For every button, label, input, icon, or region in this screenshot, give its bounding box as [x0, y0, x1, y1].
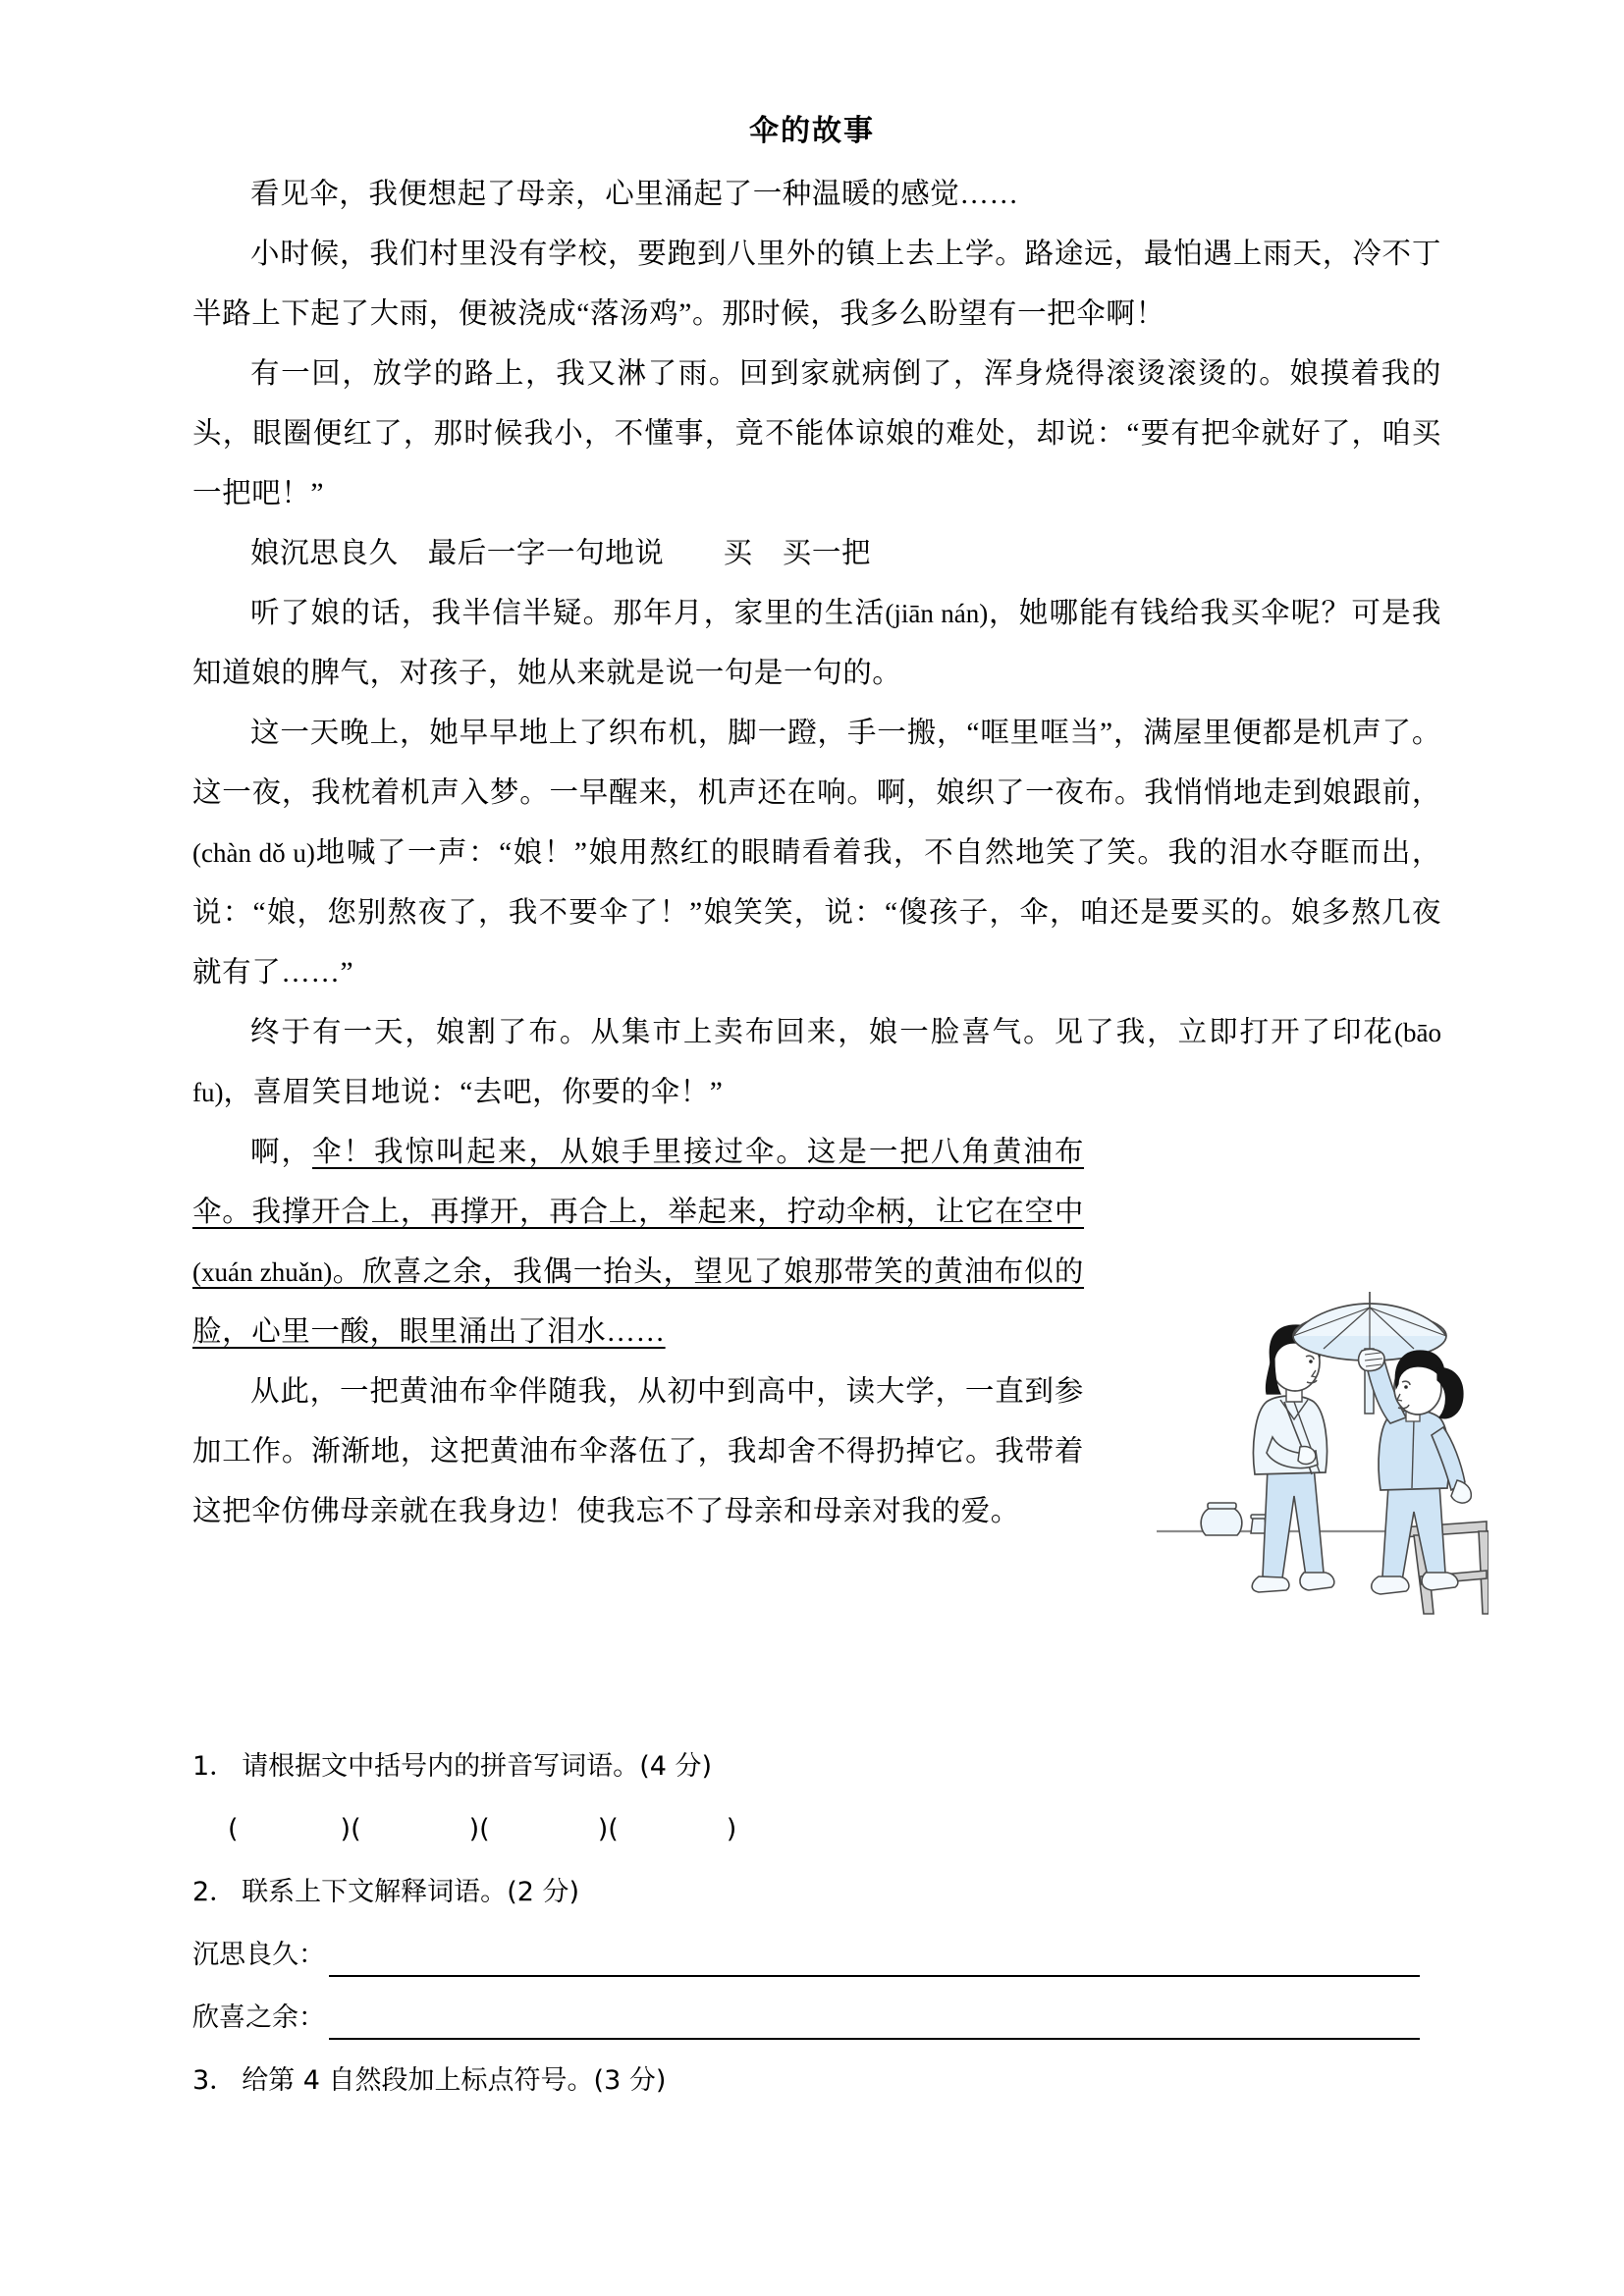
page-title: 伞的故事: [749, 114, 875, 148]
paragraph-7: [192, 1003, 1441, 1123]
paragraph-9-text: 从此，一把黄油布伞伴随我，从初中到高中，读大学，一直到参加工作。渐渐地，这把黄油布伞落伍了，我却舍不得扔掉它。我带着这把伞仿佛母亲就在我身边！使我忘不了母亲和母亲对我的爱。: [192, 1376, 1084, 1527]
paragraph-8-underlined-a: 伞！我惊叫起来，从娘手里接过伞。这是一把八角黄油布伞。我撑开合上，再撑开，再合上，举起来，拧动伞柄，让它在空中: [192, 1137, 1084, 1228]
question-2-score: (2 分): [507, 1877, 580, 1907]
paragraph-4-punctuation-exercise: [192, 524, 1441, 584]
questions-section: [192, 1735, 1459, 2112]
pinyin-xuanzhuan: (xuán zhuǎn): [192, 1257, 333, 1287]
answer-line-xinxizhiyu[interactable]: [192, 1987, 1420, 2050]
question-3-text: 给第 4 自然段加上标点符号。: [242, 2065, 594, 2096]
paragraph-3-text: 有一回，放学的路上，我又淋了雨。回到家就病倒了，浑身烧得滚烫滚烫的。娘摸着我的头，眼圈便红了，那时候我小，不懂事，竟不能体谅娘的难处，却说：“要有把伞就好了，咱买一把吧！”: [192, 358, 1441, 509]
question-3: [192, 2050, 1459, 2112]
bracket-open-1[interactable]: (: [228, 1814, 239, 1844]
bracket-pair-4[interactable]: )(: [597, 1814, 619, 1844]
paragraph-8-text-head: 啊，: [250, 1137, 312, 1168]
paragraph-6-text-a: 这一天晚上，她早早地上了织布机，脚一蹬，手一搬，“哐里哐当”，满屋里便都是机声了。这一夜，我枕着机声入梦。一早醒来，机声还在响。啊，娘织了一夜布。我悄悄地走到娘跟前，: [192, 718, 1441, 809]
bracket-pair-3[interactable]: )(: [468, 1814, 490, 1844]
umbrella-illustration: [1157, 1264, 1489, 1620]
paragraph-2-text: 小时候，我们村里没有学校，要跑到八里外的镇上去上学。路途远，最怕遇上雨天，冷不丁半路上下起了大雨，便被浇成“落汤鸡”。那时候，我多么盼望有一把伞啊！: [192, 239, 1441, 330]
bracket-pair-2[interactable]: )(: [340, 1814, 361, 1844]
question-1-score: (4 分): [639, 1751, 713, 1782]
answer-line-chensiliangjiu[interactable]: [192, 1924, 1420, 1987]
pot-icon: [1201, 1503, 1242, 1535]
pinyin-chandou: (chàn dǒ u): [192, 838, 315, 868]
paragraph-7-text-b: ，喜眉笑目地说：“去吧，你要的伞！”: [223, 1077, 724, 1108]
pinyin-baofu: (bāo fu): [192, 1018, 1441, 1107]
answer-rule-xinxizhiyu[interactable]: [329, 2004, 1420, 2040]
question-2-number: 2．: [192, 1877, 237, 1907]
paragraph-1: [192, 165, 1441, 225]
paragraph-6: [192, 704, 1441, 1003]
paragraph-4-text: 娘沉思良久 最后一字一句地说 买 买一把: [250, 538, 872, 569]
answer-label-xinxizhiyu: 欣喜之余：: [192, 2002, 325, 2033]
pinyin-jiannan: (jiān nán): [885, 599, 989, 628]
bracket-close-5[interactable]: ): [726, 1814, 737, 1844]
question-3-number: 3．: [192, 2065, 237, 2096]
answer-label-chensiliangjiu: 沉思良久：: [192, 1940, 325, 1970]
question-1: [192, 1735, 1459, 1798]
answer-rule-chensiliangjiu[interactable]: [329, 1942, 1420, 1977]
question-2: [192, 1861, 1459, 1924]
question-2-text: 联系上下文解释词语。: [242, 1877, 508, 1907]
paragraph-1-text: 看见伞，我便想起了母亲，心里涌起了一种温暖的感觉……: [250, 179, 1019, 210]
paragraph-5: [192, 584, 1441, 704]
paragraph-7-text-a: 终于有一天，娘割了布。从集市上卖布回来，娘一脸喜气。见了我，立即打开了印花: [250, 1017, 1395, 1048]
paragraph-2: [192, 225, 1441, 345]
paragraph-6-text-b: 地喊了一声：“娘！”娘用熬红的眼睛看着我，不自然地笑了笑。我的泪水夺眶而出，说：“娘，您别熬夜了，我不要伞了！”娘笑笑，说：“傻孩子，伞，咱还是要买的。娘多熬几夜就有了……”: [192, 837, 1441, 988]
paragraph-3: [192, 345, 1441, 524]
question-1-number: 1．: [192, 1751, 237, 1782]
paragraph-5-text-a: 听了娘的话，我半信半疑。那年月，家里的生活: [250, 598, 886, 629]
question-1-text: 请根据文中括号内的拼音写词语。: [242, 1751, 640, 1782]
paragraph-8-underlined-b: 。欣喜之余，我偶一抬头，望见了娘那带笑的黄油布似的脸，心里一酸，眼里涌出了泪水……: [192, 1256, 1084, 1348]
question-1-answer-brackets[interactable]: [192, 1798, 1459, 1861]
question-3-score: (3 分): [593, 2065, 667, 2096]
paragraph-5-text-b: ，她哪能有钱给我买伞呢？可是我知道娘的脾气，对孩子，她从来就是说一句是一句的。: [192, 598, 1441, 689]
